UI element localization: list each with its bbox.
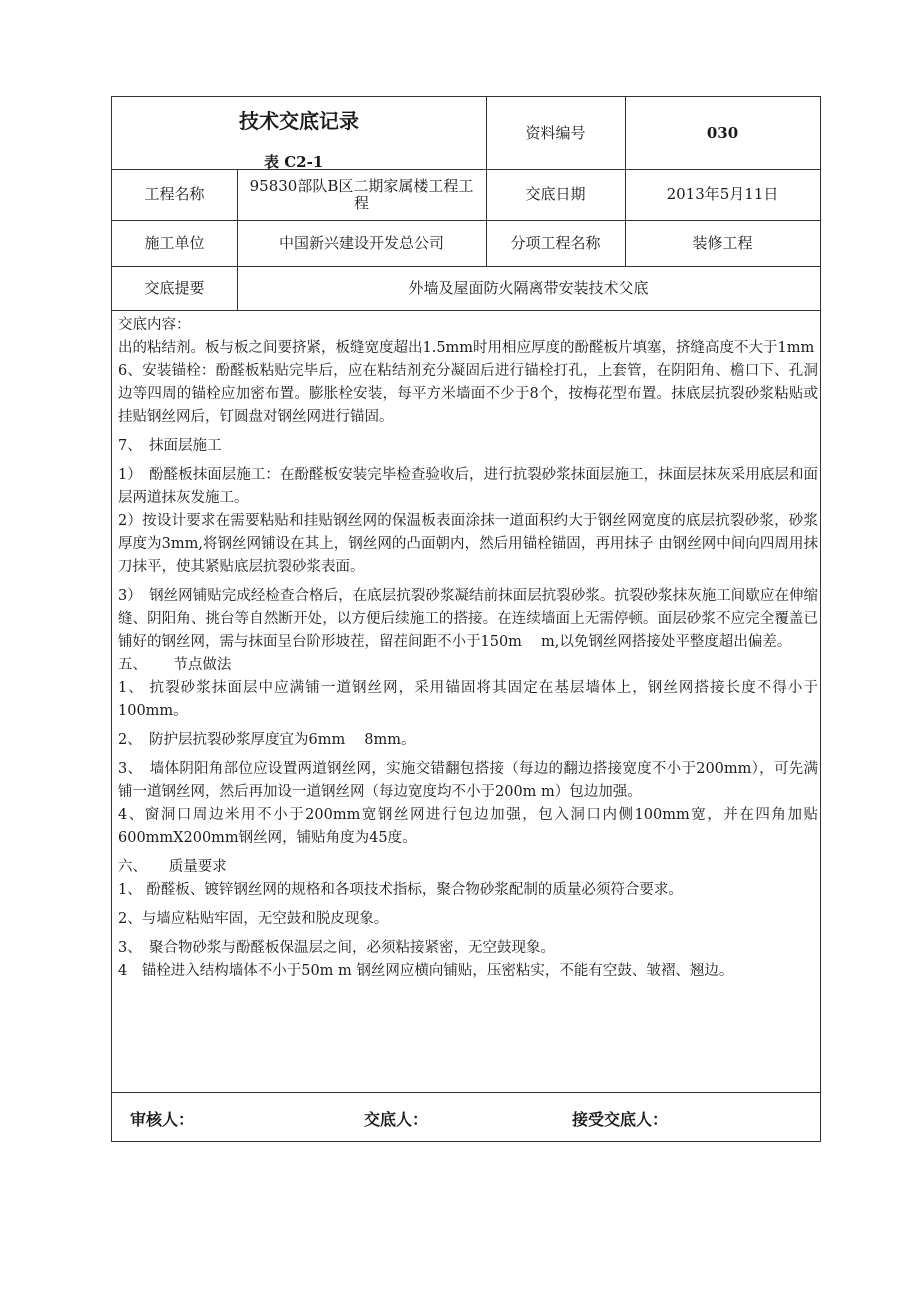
- content-paragraph: 出的粘结剂。板与板之间要挤紧，板缝宽度超出1.5mm时用相应厚度的酚醛板片填塞，挤缝高度不大于1mm: [118, 340, 815, 356]
- construction-unit-value: 中国新兴建设开发总公司: [278, 233, 444, 252]
- content-heading: 交底内容：: [118, 317, 191, 333]
- content-paragraph: 4、窗洞口周边米用不小于200mm宽钢丝网进行包边加强，包入洞口内侧100mm宽，并在四角加贴600mmX200mm钢丝网，铺贴角度为45度。: [118, 807, 818, 846]
- project-name-label: 工程名称: [144, 185, 205, 203]
- content-paragraph: 五、 节点做法: [118, 657, 232, 673]
- content-paragraph: 2）按设计要求在需要粘贴和挂贴钢丝网的保温板表面涂抹一道面积约大于钢丝网宽度的底层抗裂砂浆，砂浆厚度为3mm,将钢丝网铺设在其上，钢丝网的凸面朝内，然后用锚栓锚固，再用抹子 由钢丝网中间向四周用抹刀抹平，使其紧贴底层抗裂砂浆表面。: [118, 513, 818, 575]
- construction-unit-label: 施工单位: [144, 233, 205, 252]
- content-paragraph: 6、安装锚栓：酚醛板粘贴完毕后，应在粘结剂充分凝固后进行锚栓打孔，上套管，在阴阳角、檐口下、孔洞边等四周的锚栓应加密布置。膨胀栓安装，每平方米墙面不少于8个，按梅花型布置。抹底层抗裂砂浆粘贴或挂贴钢丝网后，钉圆盘对钢丝网进行锚固。: [118, 363, 818, 425]
- project-name-value: 95830部队B区二期家属楼工程工程: [249, 176, 474, 212]
- content-paragraph: 2、 防护层抗裂砂浆厚度宜为6mm 8mm。: [118, 732, 416, 748]
- content-paragraph: 3、 聚合物砂浆与酚醛板保温层之间，必须粘接紧密，无空鼓现象。: [118, 940, 555, 956]
- content-paragraph: 1、 抗裂砂浆抹面层中应满铺一道钢丝网，采用锚固将其固定在基层墙体上，钢丝网搭接长度不得小于100mm。: [118, 680, 818, 719]
- content-paragraph: 2、与墙应粘贴牢固，无空鼓和脱皮现象。: [118, 911, 389, 927]
- content-paragraph: 六、 质量要求: [118, 859, 227, 875]
- sub-project-label: 分项工程名称: [510, 233, 601, 252]
- content-paragraph: 1、 酚醛板、镀锌钢丝网的规格和各项技术指标，聚合物砂浆配制的质量必须符合要求。: [118, 882, 683, 898]
- disclosure-date-value: 2013年5月11日: [666, 185, 779, 203]
- summary-label: 交底提要: [144, 278, 205, 297]
- reviewer-label: 审核人：: [130, 1110, 195, 1129]
- page-title: 技术交底记录: [239, 109, 359, 133]
- content-paragraph: 7、 抹面层施工: [118, 438, 222, 454]
- row-divider: [112, 1092, 820, 1093]
- doc-no-label: 资料编号: [525, 123, 586, 142]
- disclosure-date-label: 交底日期: [525, 185, 586, 203]
- content-paragraph: 3） 钢丝网铺贴完成经检查合格后，在底层抗裂砂浆凝结前抹面层抗裂砂浆。抗裂砂浆抹灰施工间歇应在伸缩缝、阴阳角、挑台等自然断开处，以方便后续施工的搭接。在连续墙面上无需停顿。面层砂浆不应完全覆盖已铺好的钢丝网，需与抹面呈台阶形坡茬，留茬间距不小于150m m,以免钢丝网搭接处平整度超出偏差。: [118, 588, 818, 650]
- summary-value: 外墙及屋面防火隔离带安装技术父底: [408, 278, 649, 297]
- sub-project-value: 装修工程: [692, 233, 753, 252]
- row-divider: [112, 310, 820, 311]
- receiver-label: 接受交底人：: [572, 1110, 669, 1129]
- disclosure-content: [118, 314, 818, 1092]
- disclosure-record-table: [111, 96, 821, 1142]
- form-number: 表 C2-1: [264, 153, 324, 171]
- doc-no-value: 030: [706, 123, 739, 142]
- content-paragraph: 4 锚栓进入结构墙体不小于50m m 钢丝网应横向铺贴，压密粘实，不能有空鼓、皱褶、翘边。: [118, 963, 734, 979]
- content-paragraph: 1） 酚醛板抹面层施工：在酚醛板安装完毕检查验收后，进行抗裂砂浆抹面层施工，抹面层抹灰采用底层和面层两道抹灰发施工。: [118, 467, 818, 506]
- discloser-label: 交底人：: [364, 1110, 429, 1129]
- content-paragraph: 3、 墙体阴阳角部位应设置两道钢丝网，实施交错翻包搭接（每边的翻边搭接宽度不小于200mm），可先满铺一道钢丝网，然后再加设一道钢丝网（每边宽度均不小于200m m）包边加强。: [118, 761, 818, 800]
